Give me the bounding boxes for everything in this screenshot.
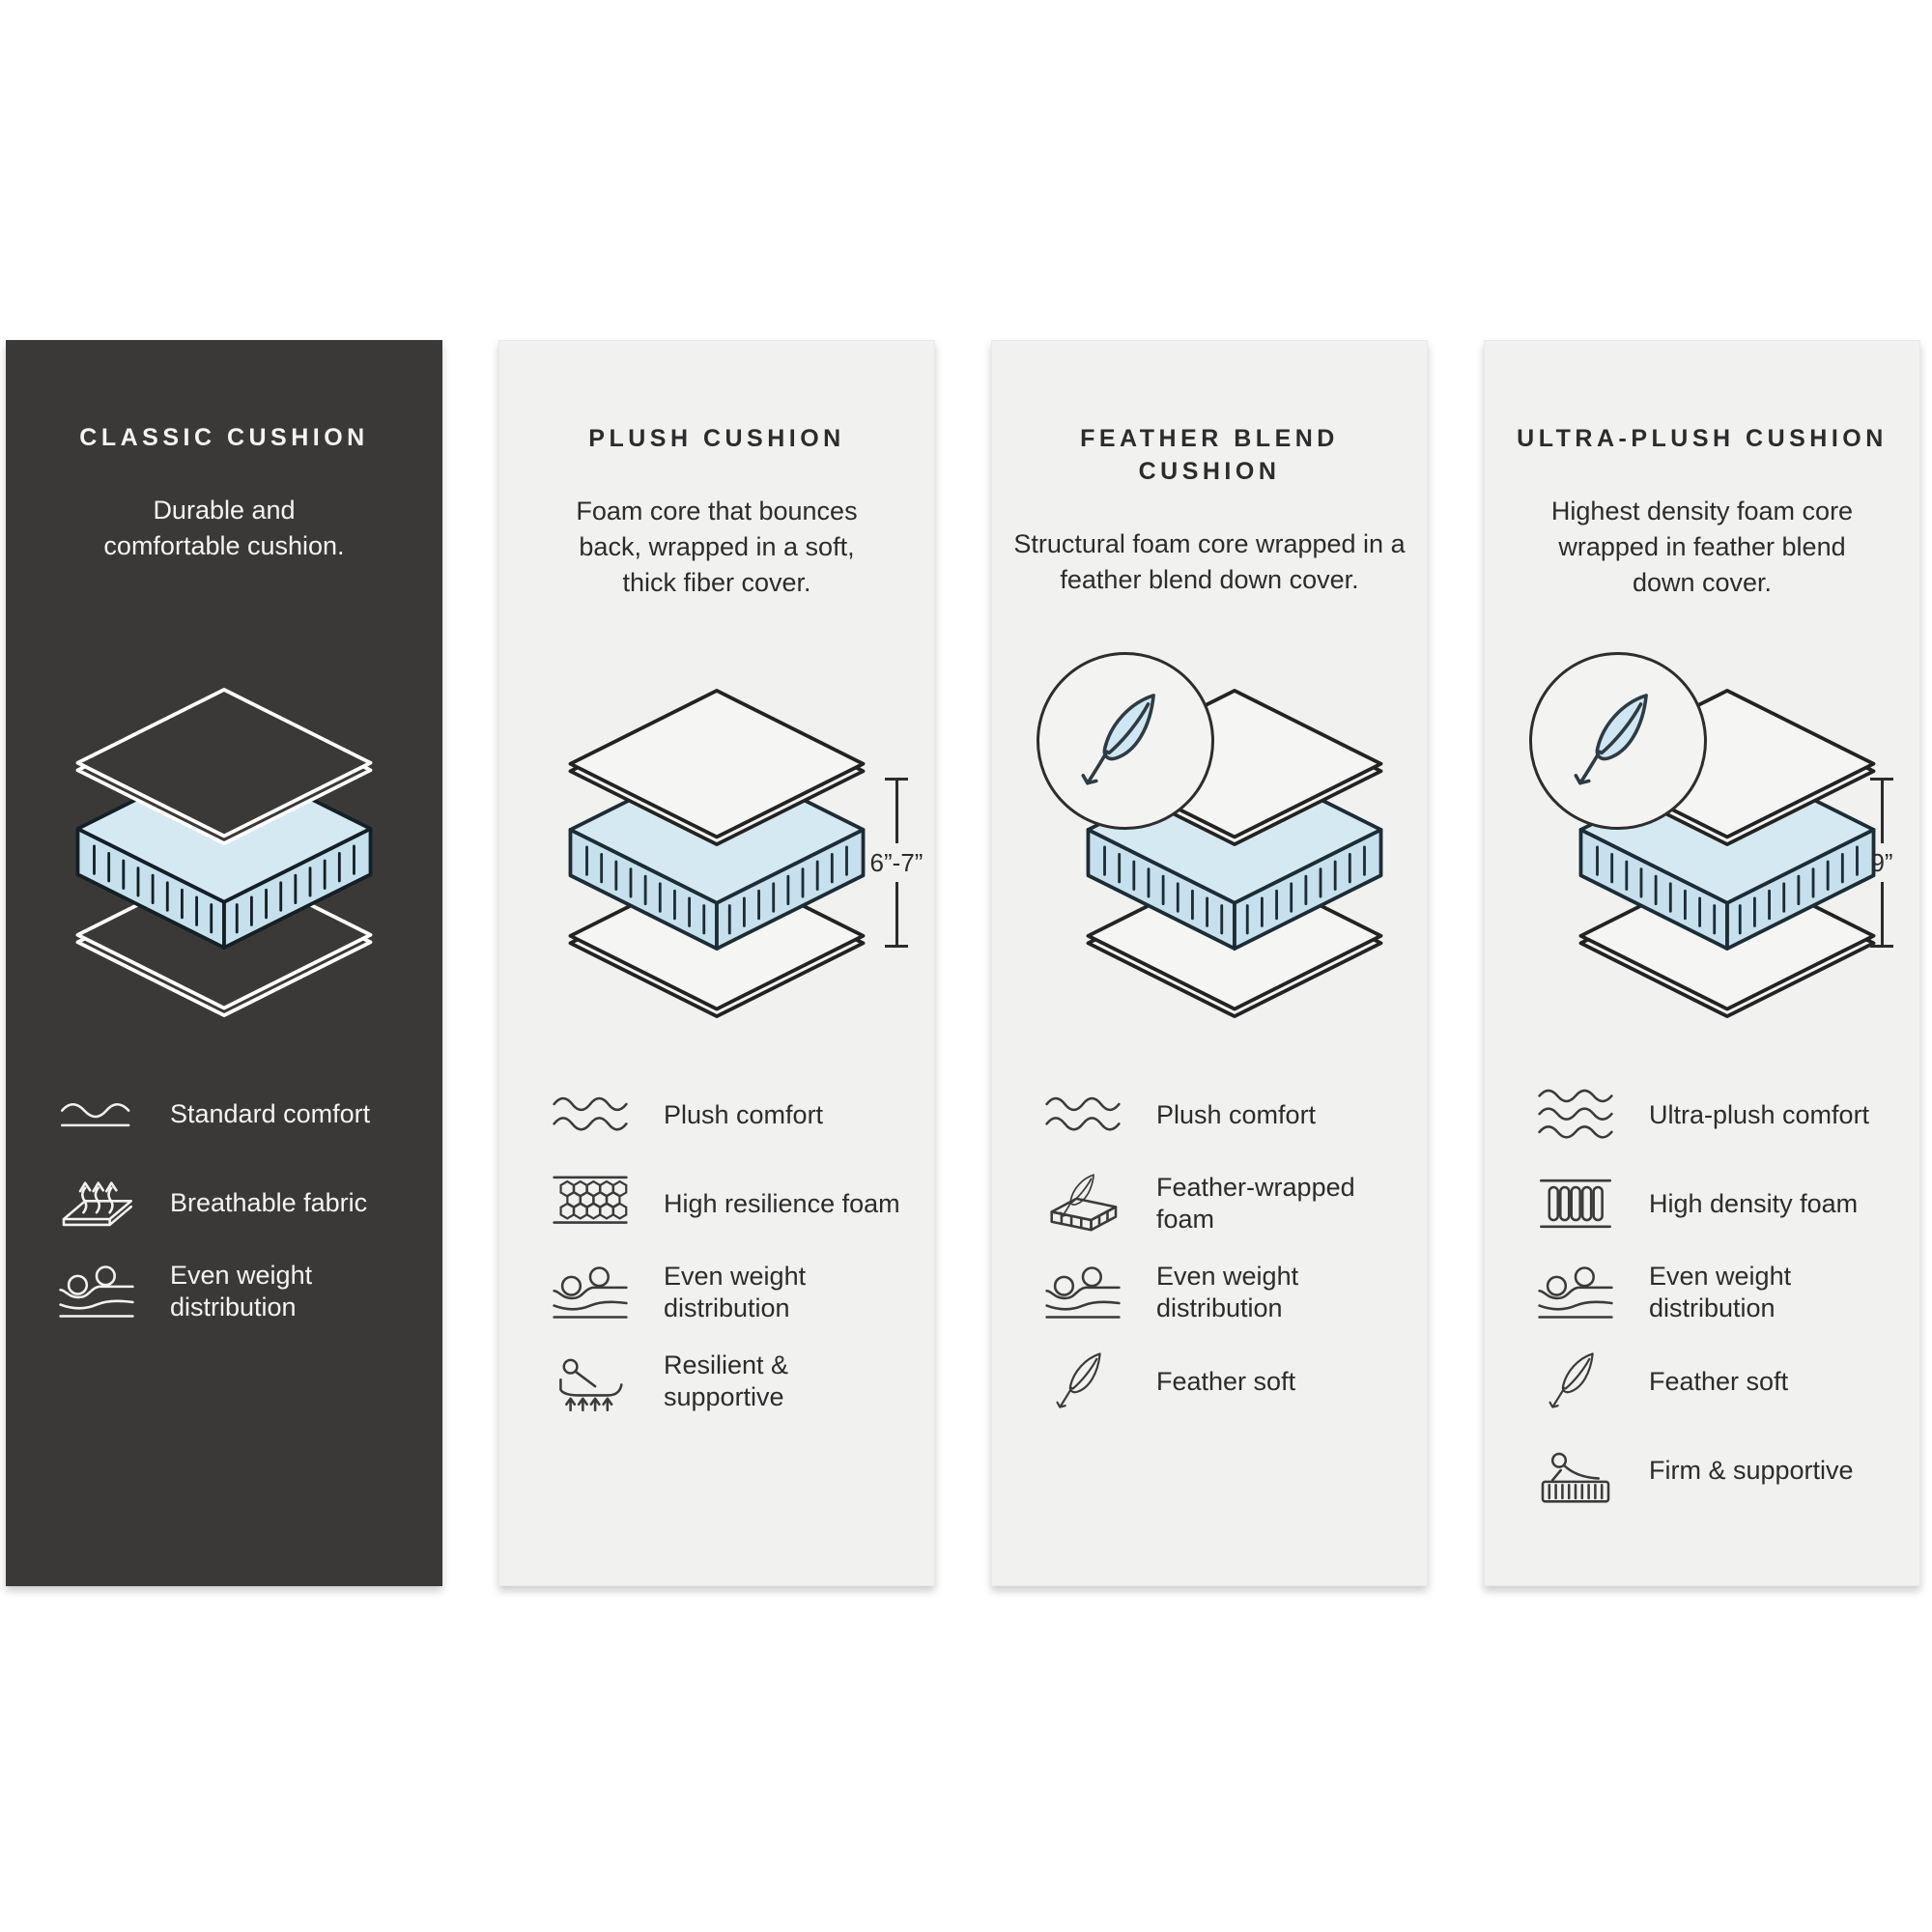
feature-item (992, 1159, 1427, 1248)
feature-list (6, 1069, 442, 1336)
feature-item (499, 1337, 934, 1426)
feature-label: Feather soft (1156, 1366, 1296, 1396)
capsule-foam-icon (1527, 1171, 1624, 1236)
feature-label: Feather soft (1649, 1366, 1789, 1396)
panel-plush-cushion (498, 340, 935, 1586)
feather-badge (1037, 652, 1214, 830)
measure-cap (885, 945, 908, 948)
panel-title: CLASSIC CUSHION (79, 424, 369, 451)
wave-single-icon (48, 1081, 145, 1147)
feature-item (499, 1159, 934, 1248)
panel-description: Highest density foam core wrapped in feather blend down cover. (1550, 497, 1854, 597)
panel-title: PLUSH CUSHION (588, 425, 845, 452)
feature-label: Resilient & supportive (664, 1350, 789, 1411)
feature-item (1485, 1426, 1919, 1515)
feature-label: Even weight distribution (1649, 1262, 1792, 1322)
even-weight-icon (542, 1260, 639, 1325)
feature-label: High density foam (1649, 1188, 1859, 1218)
feather-badge (1529, 652, 1707, 830)
wave-triple-icon (1527, 1082, 1624, 1148)
feature-item (1485, 1159, 1919, 1248)
feather-icon (1071, 687, 1179, 795)
height-measurement (869, 778, 923, 948)
wave-double-icon (542, 1082, 639, 1148)
feature-label: Plush comfort (664, 1099, 824, 1129)
feature-item (992, 1337, 1427, 1426)
layered-cushion-icon (561, 687, 872, 1021)
feature-label: Even weight distribution (664, 1262, 807, 1322)
feature-label: Plush comfort (1156, 1099, 1317, 1129)
cushion-layers-diagram (1485, 687, 1919, 1027)
measure-stem (895, 781, 898, 843)
panel-description: Structural foam core wrapped in a feather blend down cover. (1013, 529, 1406, 594)
feature-item (6, 1069, 442, 1158)
panel-title: ULTRA-PLUSH CUSHION (1517, 425, 1888, 452)
feature-item (992, 1070, 1427, 1159)
cushion-layers-diagram (6, 686, 442, 1026)
resilient-supportive-icon (542, 1349, 639, 1414)
measure-cap (1870, 945, 1893, 948)
feather-icon (1035, 1349, 1131, 1414)
cushion-layers-diagram (992, 687, 1427, 1027)
feature-label: Standard comfort (170, 1098, 371, 1128)
breathable-fabric-icon (48, 1170, 145, 1236)
panel-title: FEATHER BLEND CUSHION (1080, 425, 1339, 485)
feature-label: Even weight distribution (170, 1261, 313, 1321)
feature-item (499, 1070, 934, 1159)
cushion-layers-diagram (499, 687, 934, 1027)
feature-list (1485, 1070, 1919, 1515)
feature-label: Firm & supportive (1649, 1455, 1854, 1485)
panel-description: Foam core that bounces back, wrapped in a soft, thick fiber cover. (576, 497, 858, 597)
feature-list (499, 1070, 934, 1426)
feature-label: Even weight distribution (1156, 1262, 1299, 1322)
firm-supportive-icon (1527, 1437, 1624, 1503)
wave-double-icon (1035, 1082, 1131, 1148)
even-weight-icon (1035, 1260, 1131, 1325)
feature-item (6, 1247, 442, 1336)
height-measurement (1869, 778, 1894, 948)
panel-description: Durable and comfortable cushion. (103, 496, 345, 560)
feather-icon (1564, 687, 1672, 795)
feature-item (1485, 1337, 1919, 1426)
measure-stem (895, 882, 898, 945)
feature-label: High resilience foam (664, 1188, 900, 1218)
feature-label: Feather-wrapped foam (1156, 1173, 1355, 1234)
panel-ultra-plush-cushion (1484, 340, 1920, 1586)
panel-classic-cushion (6, 340, 442, 1586)
feature-item (6, 1158, 442, 1247)
feather-icon (1527, 1349, 1624, 1414)
height-measurement-label: 9” (1870, 848, 1893, 877)
layered-cushion-icon (69, 686, 380, 1020)
measure-stem (1881, 882, 1884, 945)
feather-wrapped-foam-icon (1035, 1171, 1131, 1236)
feature-item (499, 1248, 934, 1337)
feature-label: Ultra-plush comfort (1649, 1099, 1870, 1129)
measure-stem (1881, 781, 1884, 843)
even-weight-icon (48, 1259, 145, 1324)
feature-label: Breathable fabric (170, 1187, 368, 1217)
feature-item (1485, 1070, 1919, 1159)
height-measurement-label: 6”-7” (869, 848, 923, 877)
feature-item (992, 1248, 1427, 1337)
feature-item (1485, 1248, 1919, 1337)
even-weight-icon (1527, 1260, 1624, 1325)
feature-list (992, 1070, 1427, 1426)
panel-feather-blend-cushion (991, 340, 1428, 1586)
honeycomb-foam-icon (542, 1171, 639, 1236)
